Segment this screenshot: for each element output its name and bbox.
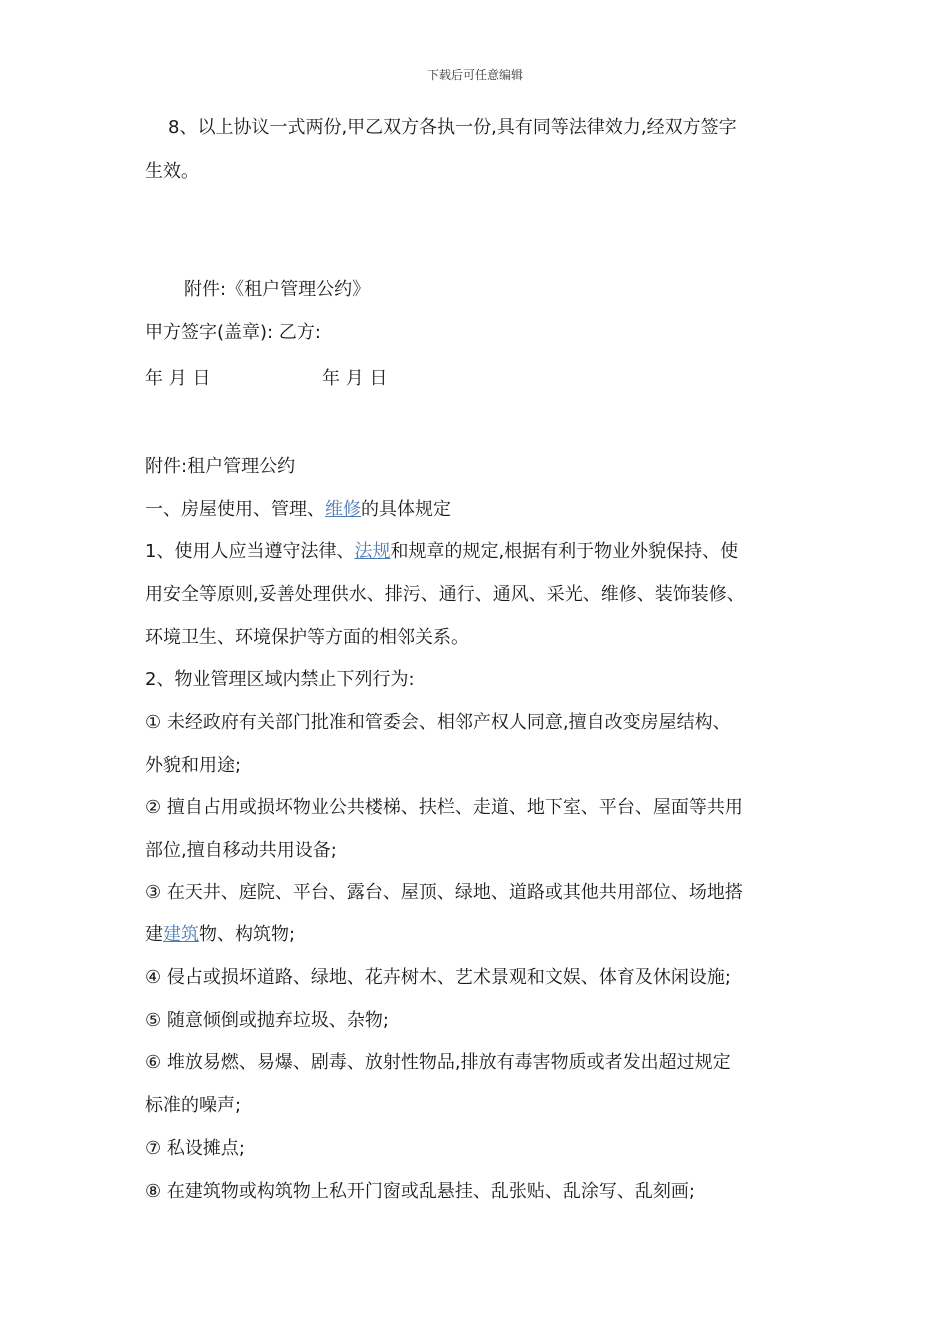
- prohibition-1-line-2: 外貌和用途;: [145, 755, 242, 776]
- prohibition-3-line-1: ③ 在天井、庭院、平台、露台、屋顶、绿地、道路或其他共用部位、场地搭: [145, 882, 743, 903]
- signature-date-party-a: 年 月 日: [145, 368, 211, 389]
- prohibition-7: ⑦ 私设摊点;: [145, 1138, 245, 1159]
- signature-date-party-b: 年 月 日: [322, 368, 388, 389]
- link-regulations[interactable]: 法规: [354, 541, 391, 562]
- signature-party-line: 甲方签字(盖章): 乙方:: [145, 322, 321, 343]
- item-1-line-1: 1、使用人应当遵守法律、法规和规章的规定,根据有利于物业外貌保持、使: [145, 541, 739, 562]
- attachment-reference: 附件:《租户管理公约》: [184, 279, 371, 300]
- page-header-note: 下载后可任意编辑: [426, 68, 523, 82]
- prohibition-3-line-2: 建建筑物、构筑物;: [145, 924, 296, 945]
- prohibition-2-line-1: ② 擅自占用或损坏物业公共楼梯、扶栏、走道、地下室、平台、屋面等共用: [145, 797, 743, 818]
- prohibition-8: ⑧ 在建筑物或构筑物上私开门窗或乱悬挂、乱张贴、乱涂写、乱刻画;: [145, 1181, 695, 1202]
- convention-title: 附件:租户管理公约: [145, 456, 296, 477]
- prohibition-2-line-2: 部位,擅自移动共用设备;: [145, 840, 337, 861]
- item-1-line-2: 用安全等原则,妥善处理供水、排污、通行、通风、采光、维修、装饰装修、: [145, 584, 745, 605]
- section-1-heading: 一、房屋使用、管理、维修的具体规定: [145, 499, 451, 520]
- prohibition-6-line-2: 标准的噪声;: [145, 1095, 242, 1116]
- prohibition-4: ④ 侵占或损坏道路、绿地、花卉树木、艺术景观和文娱、体育及休闲设施;: [145, 967, 731, 988]
- link-maintenance[interactable]: 维修: [325, 499, 361, 520]
- prohibition-1-line-1: ① 未经政府有关部门批准和管委会、相邻产权人同意,擅自改变房屋结构、: [145, 712, 731, 733]
- prohibition-5: ⑤ 随意倾倒或抛弃垃圾、杂物;: [145, 1010, 389, 1031]
- prohibition-6-line-1: ⑥ 堆放易燃、易爆、剧毒、放射性物品,排放有毒害物质或者发出超过规定: [145, 1052, 731, 1073]
- item-1-line-3: 环境卫生、环境保护等方面的相邻关系。: [145, 627, 469, 648]
- item-2-heading: 2、物业管理区域内禁止下列行为:: [145, 669, 415, 690]
- link-building[interactable]: 建筑: [163, 924, 199, 945]
- clause-8-line-2: 生效。: [145, 161, 199, 182]
- clause-8-line-1: 8、以上协议一式两份,甲乙双方各执一份,具有同等法律效力,经双方签字: [168, 117, 737, 138]
